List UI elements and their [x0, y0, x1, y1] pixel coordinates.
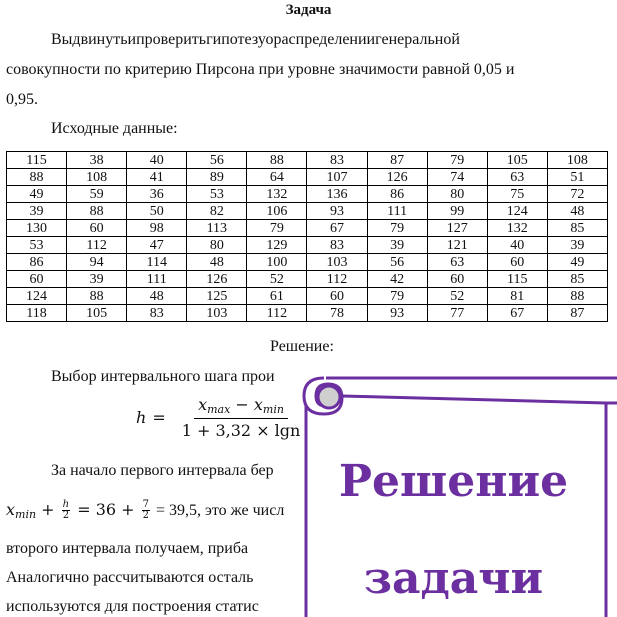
table-cell: 88 [247, 152, 307, 169]
table-cell: 105 [487, 152, 547, 169]
table-cell: 40 [127, 152, 187, 169]
table-cell: 60 [487, 254, 547, 271]
table-cell: 52 [247, 271, 307, 288]
table-cell: 93 [307, 203, 367, 220]
table-cell: 67 [307, 220, 367, 237]
table-cell: 77 [427, 305, 487, 322]
banner-line-1: Решение [338, 456, 569, 507]
table-cell: 79 [427, 152, 487, 169]
table-cell: 108 [67, 169, 127, 186]
step-line: Выбор интервального шага прои [51, 368, 275, 385]
table-cell: 108 [547, 152, 607, 169]
table-cell: 113 [187, 220, 247, 237]
table-cell: 129 [247, 237, 307, 254]
formula-numerator: $x_{max} - x_{min}$ [194, 395, 288, 419]
table-cell: 60 [7, 271, 67, 288]
table-cell: 80 [427, 186, 487, 203]
table-cell: 63 [427, 254, 487, 271]
table-cell: 88 [547, 288, 607, 305]
table-cell: 60 [307, 288, 367, 305]
table-cell: 111 [367, 203, 427, 220]
intro-word: распределении [273, 31, 376, 48]
table-cell: 87 [547, 305, 607, 322]
intro-word: гипотезу [206, 31, 266, 48]
table-cell: 53 [187, 186, 247, 203]
table-row [7, 288, 608, 305]
table-row [7, 305, 608, 322]
table-cell: 63 [487, 169, 547, 186]
table-cell: 79 [367, 220, 427, 237]
table-cell: 60 [67, 220, 127, 237]
xmin-line: $x_{min}$ + $\frac{h}{2}$ = 36 + $\frac{7}{2}$ = 39,5, это же числ [6, 499, 285, 521]
table-row [7, 237, 608, 254]
table-cell: 85 [547, 220, 607, 237]
table-cell: 132 [247, 186, 307, 203]
table-cell: 56 [187, 152, 247, 169]
table-cell: 115 [7, 152, 67, 169]
table-cell: 127 [427, 220, 487, 237]
intro-word: о [265, 31, 274, 48]
table-row [7, 186, 608, 203]
start-line: За начало первого интервала бер [51, 462, 274, 479]
table-cell: 111 [127, 271, 187, 288]
table-cell: 72 [547, 186, 607, 203]
table-cell: 51 [547, 169, 607, 186]
table-cell: 41 [127, 169, 187, 186]
table-cell: 42 [367, 271, 427, 288]
table-cell: 124 [487, 203, 547, 220]
intro-line-3: 0,95. [6, 91, 38, 108]
table-cell: 83 [307, 237, 367, 254]
table-cell: 38 [67, 152, 127, 169]
table-cell: 39 [7, 203, 67, 220]
intro-word: проверить [136, 31, 207, 48]
table-cell: 49 [7, 186, 67, 203]
used-line: используются для построения статис [6, 598, 259, 615]
table-cell: 121 [427, 237, 487, 254]
table-row [7, 203, 608, 220]
table-cell: 112 [307, 271, 367, 288]
table-cell: 53 [7, 237, 67, 254]
table-row [7, 169, 608, 186]
table-cell: 50 [127, 203, 187, 220]
table-cell: 79 [367, 288, 427, 305]
formula-eq: = [152, 408, 166, 427]
table-cell: 48 [127, 288, 187, 305]
table-cell: 88 [67, 288, 127, 305]
table-cell: 48 [187, 254, 247, 271]
table-cell: 86 [7, 254, 67, 271]
formula-fraction [178, 395, 305, 440]
table-cell: 88 [67, 203, 127, 220]
table-cell: 67 [487, 305, 547, 322]
table-row [7, 271, 608, 288]
formula-denominator: 1 + 3,32 × lgn [181, 421, 301, 440]
banner-line-2: задачи [363, 553, 544, 604]
table-cell: 83 [127, 305, 187, 322]
intro-word: генеральной [375, 31, 460, 48]
table-cell: 64 [247, 169, 307, 186]
table-cell: 103 [307, 254, 367, 271]
table-cell: 126 [187, 271, 247, 288]
table-cell: 49 [547, 254, 607, 271]
intro-line-1 [6, 25, 607, 55]
table-cell: 80 [187, 237, 247, 254]
table-cell: 48 [547, 203, 607, 220]
table-cell: 124 [7, 288, 67, 305]
table-cell: 89 [187, 169, 247, 186]
second-interval-line: второго интервала получаем, приба [6, 540, 249, 557]
table-row [7, 254, 608, 271]
table-cell: 39 [67, 271, 127, 288]
table-cell: 112 [67, 237, 127, 254]
table-cell: 78 [307, 305, 367, 322]
table-cell: 132 [487, 220, 547, 237]
table-cell: 106 [247, 203, 307, 220]
intro-word: и [127, 31, 137, 48]
table-cell: 60 [427, 271, 487, 288]
table-cell: 39 [547, 237, 607, 254]
solution-label: Решение: [270, 338, 334, 355]
analog-line: Аналогично рассчитываются осталь [6, 569, 254, 586]
table-cell: 81 [487, 288, 547, 305]
table-cell: 56 [367, 254, 427, 271]
table-cell: 94 [67, 254, 127, 271]
table-cell: 98 [127, 220, 187, 237]
intro-paragraph [6, 25, 607, 115]
table-cell: 75 [487, 186, 547, 203]
intro-line-2: совокупности по критерию Пирсона при уровне значимости равной 0,05 и [6, 61, 515, 78]
formula-h: h [136, 408, 147, 427]
solution-scroll-banner[interactable] [296, 358, 617, 617]
task-title: Задача [285, 2, 332, 18]
table-cell: 39 [367, 237, 427, 254]
table-cell: 115 [487, 271, 547, 288]
table-cell: 87 [367, 152, 427, 169]
table-cell: 105 [67, 305, 127, 322]
table-cell: 93 [367, 305, 427, 322]
table-cell: 107 [307, 169, 367, 186]
table-cell: 136 [307, 186, 367, 203]
table-cell: 82 [187, 203, 247, 220]
table-cell: 100 [247, 254, 307, 271]
intro-word: Выдвинуть [51, 31, 128, 48]
data-label: Исходные данные: [51, 120, 178, 137]
table-cell: 86 [367, 186, 427, 203]
table-cell: 126 [367, 169, 427, 186]
table-cell: 59 [67, 186, 127, 203]
table-cell: 74 [427, 169, 487, 186]
table-cell: 36 [127, 186, 187, 203]
table-cell: 85 [547, 271, 607, 288]
table-cell: 40 [487, 237, 547, 254]
table-cell: 114 [127, 254, 187, 271]
table-cell: 83 [307, 152, 367, 169]
table-row [7, 220, 608, 237]
table-cell: 99 [427, 203, 487, 220]
table-cell: 47 [127, 237, 187, 254]
table-cell: 118 [7, 305, 67, 322]
table-cell: 103 [187, 305, 247, 322]
table-cell: 125 [187, 288, 247, 305]
table-cell: 88 [7, 169, 67, 186]
table-cell: 112 [247, 305, 307, 322]
table-row [7, 152, 608, 169]
data-table [6, 151, 608, 322]
table-cell: 79 [247, 220, 307, 237]
table-cell: 52 [427, 288, 487, 305]
table-cell: 130 [7, 220, 67, 237]
table-cell: 61 [247, 288, 307, 305]
